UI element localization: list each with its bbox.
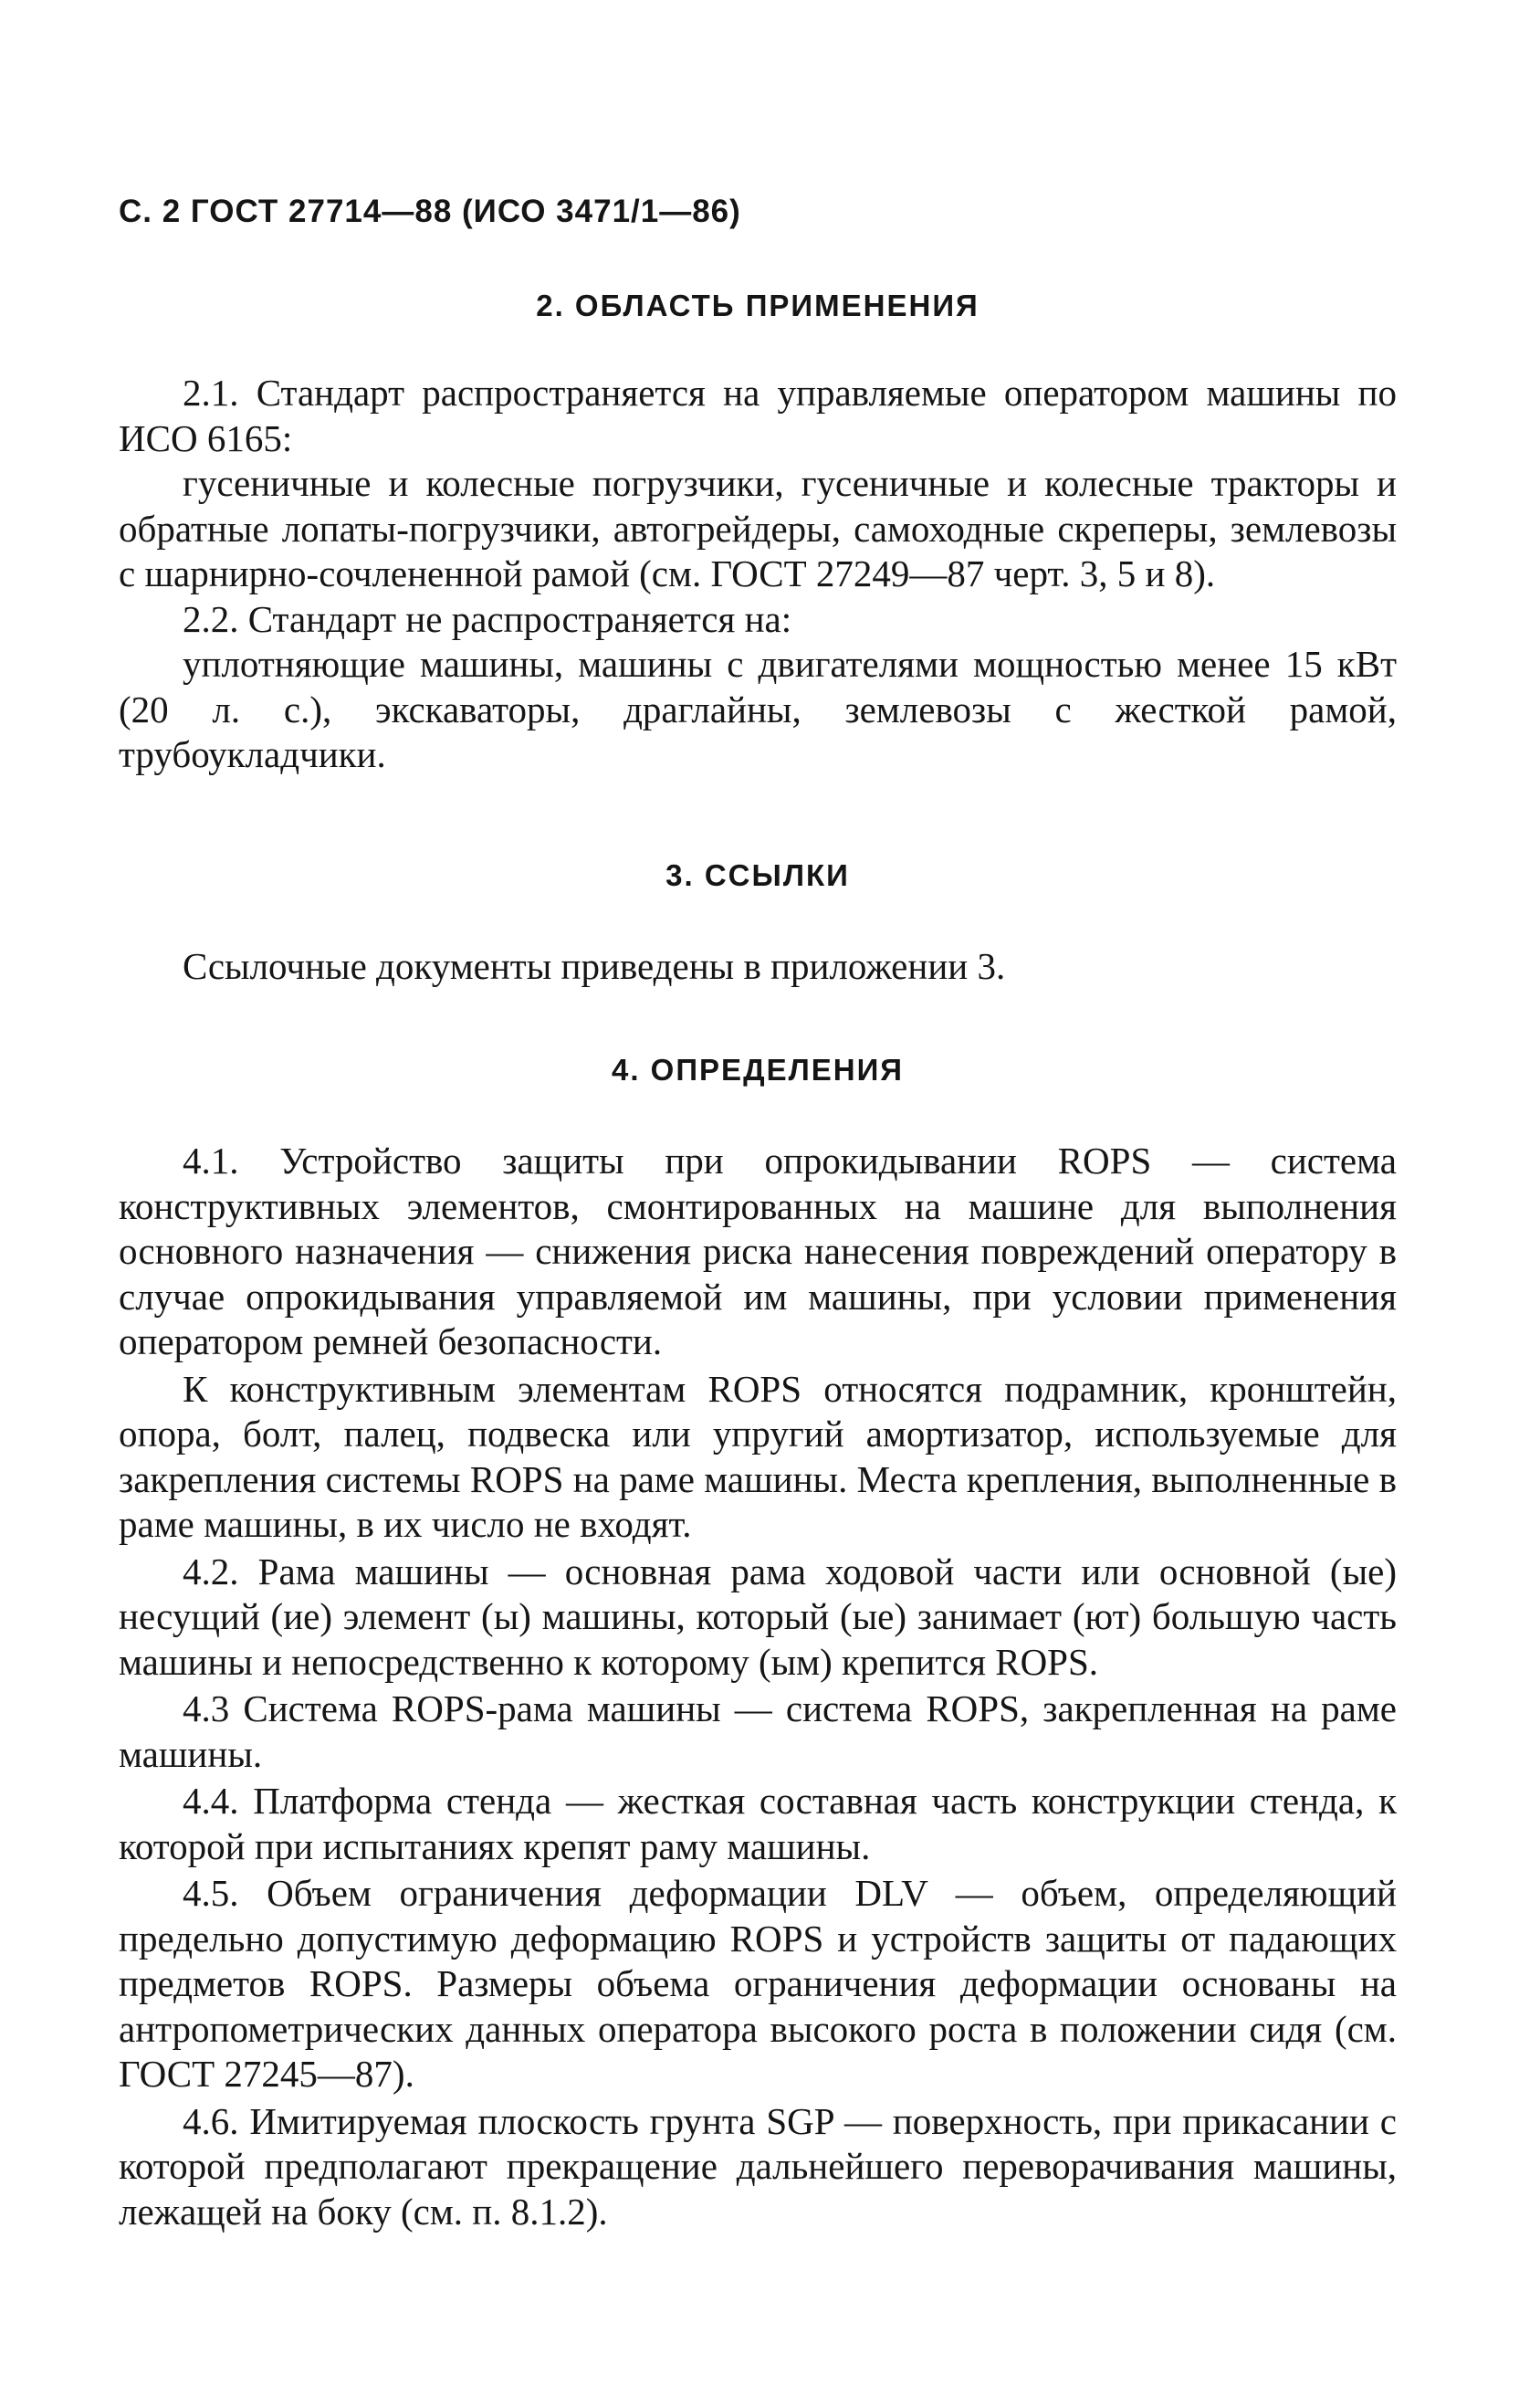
section-title-definitions: 4. ОПРЕДЕЛЕНИЯ bbox=[611, 1053, 905, 1087]
paragraph-4-4: 4.4. Платформа стенда — жесткая составная часть конструкции стенда, к которой при испытаниях крепят раму машины. bbox=[119, 1780, 1397, 1867]
section-title-scope: 2. ОБЛАСТЬ ПРИМЕНЕНИЯ bbox=[536, 289, 980, 322]
section-definitions bbox=[119, 1053, 1397, 2234]
paragraph-4-6: 4.6. Имитируемая плоскость грунта SGP — поверхность, при прикасании с которой предполагают прекращение дальнейшего переворачивания машины, лежащей на боку (см. п. 8.1.2). bbox=[119, 2099, 1397, 2233]
paragraph-references: Ссылочные документы приведены в приложении 3. bbox=[183, 944, 1006, 987]
paragraph-2-2-list: уплотняющие машины, машины с двигателями мощностью менее 15 кВт (20 л. с.), экскаваторы, драглайны, землевозы с жесткой рамой, трубоукладчики. bbox=[119, 643, 1397, 775]
section-scope bbox=[119, 289, 1397, 778]
section-title-references: 3. ССЫЛКИ bbox=[665, 857, 850, 892]
paragraph-4-3: 4.3 Система ROPS-рама машины — система ROPS, закрепленная на раме машины. bbox=[119, 1687, 1397, 1775]
paragraph-2-1-list: гусеничные и колесные погрузчики, гусеничные и колесные тракторы и обратные лопаты-погрузчики, автогрейдеры, самоходные скреперы, землевозы с шарнирно-сочлененной рамой (см. ГОСТ 27249—87 черт. 3, 5 и 8). bbox=[119, 462, 1397, 594]
paragraph-4-1-b: К конструктивным элементам ROPS относятся подрамник, кронштейн, опора, болт, палец, подвеска или упругий амортизатор, используемые для закрепления системы ROPS на раме машины. Места крепления, выполненные в раме машины, в их число не входят. bbox=[119, 1367, 1397, 1545]
section-references bbox=[119, 858, 1397, 990]
document-page bbox=[119, 194, 1397, 2234]
paragraph-4-5: 4.5. Объем ограничения деформации DLV — объем, определяющий предельно допустимую деформацию ROPS и устройств защиты от падающих предметов ROPS. Размеры объема ограничения деформации основаны на антропометрических данных оператора высокого роста в положении сидя (см. ГОСТ 27245—87). bbox=[119, 1872, 1397, 2095]
paragraph-2-2: 2.2. Стандарт не распространяется на: bbox=[183, 597, 792, 640]
running-head: С. 2 ГОСТ 27714—88 (ИСО 3471/1—86) bbox=[119, 194, 741, 229]
paragraph-2-1: 2.1. Стандарт распространяется на управляемые оператором машины по ИСО 6165: bbox=[119, 372, 1397, 459]
paragraph-4-2: 4.2. Рама машины — основная рама ходовой части или основной (ые) несущий (ие) элемент (ы) машины, который (ые) занимает (ют) большую часть машины и непосредственно к которому (ым) крепится ROPS. bbox=[119, 1550, 1397, 1683]
paragraph-4-1: 4.1. Устройство защиты при опрокидывании ROPS — система конструктивных элементов, смонтированных на машине для выполнения основного назначения — снижения риска нанесения повреждений оператору в случае опрокидывания управляемой им машины, при условии применения оператором ремней безопасности. bbox=[119, 1140, 1397, 1362]
